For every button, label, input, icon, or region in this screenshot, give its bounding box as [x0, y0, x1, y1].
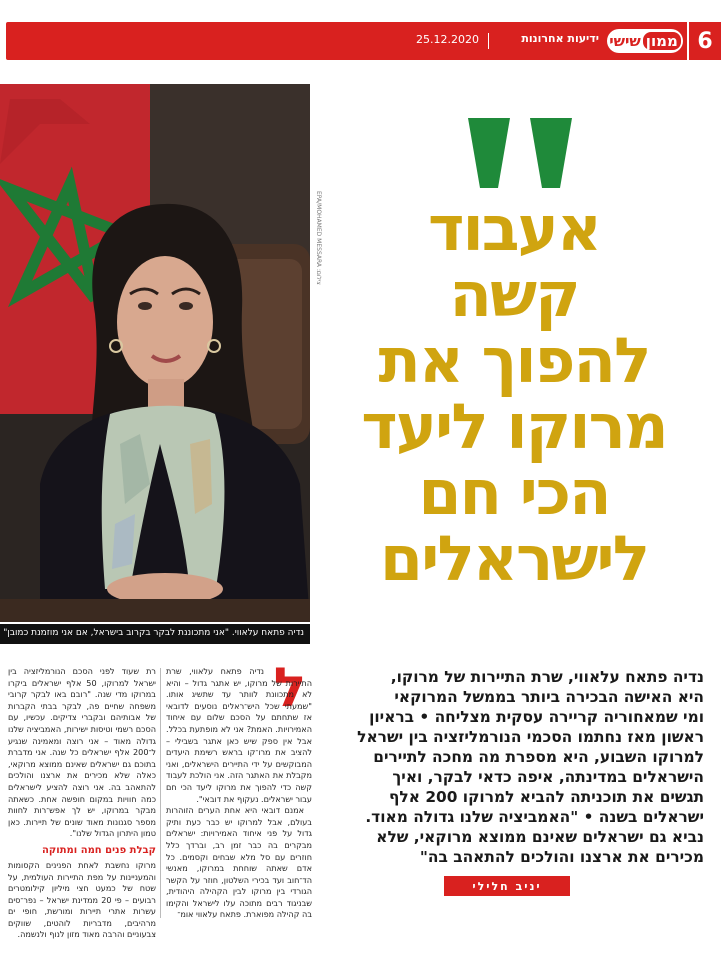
- body-paragraph: רת שעוד לפני הסכם הנורמליזציה בין ישראל למרוקו, 50 אלף ישראלים ביקרו במרוקו מדי שנה. "רובם באו לבקר קרובי משפחה שחיים פה, לבקר בבתי הקברות של אבותיהם ובקברי צדיקים. עכשיו, עם הסכם רשמי וטיסות ישירות, האמביציה שלנו גדולה מאוד – אני רוצה ומאמינה שנגיע ל־200 אלף ישראלים כל שנה. אני מדברת בתוכם גם ישראלים שאינם ממוצא מרוקאי, כאלה שלא מכירים את ארצנו והולכים להתאהב בה. אני רוצה להציע לישראלים כמה חוויות במקום חופשה אחת. כשאתה מבקר במרוקו, יש לך אפש־רות לחוות מספר סגנונות מאוד שונים של תיירות. כאן טמון היתרון הגדול שלנו".: [8, 666, 156, 839]
- lede-line: היא האישה הבכירה ביותר בממשל המרוקאי: [394, 688, 704, 706]
- column-divider: [160, 668, 161, 918]
- section-logo-part-a: ממון: [643, 32, 681, 50]
- photo-credit: צילום: EPA/MOHAMED MESSARA: [315, 191, 322, 285]
- lede-line: ראשון מאז נחתמו הסכמי הנורמליזציה בין ישראל: [357, 728, 704, 746]
- lede: [324, 667, 704, 867]
- page-number: 6: [687, 22, 721, 60]
- body-paragraph: מרוקו נחשבת לאחת הפנינים הקסומות והמעניינות על מפת התיירות העולמית, על שטח של כמעט חצי מיליון קילומטרים רבועים – פי 20 ממדינת ישראל – נפר־סים עשרות אתרי תיירות ומורשת, חופי ים מרהיבים, מדבריות לוהטים, שווקים צבעוניים והרבה מאוד מזון לנוף ולנשמה.: [8, 859, 156, 940]
- headline-line: קשה: [449, 258, 579, 331]
- headline-line: הכי חם: [418, 456, 610, 529]
- photo-caption: נדיה פתאח עלאווי. "אני מתכוננת לבקר בקרוב בישראל, אם אני מוזמנת כמובן": [0, 624, 310, 644]
- lede-line: הישראלים במדינתה, איפה כדאי לבקר, ואיך: [392, 768, 704, 786]
- author-byline: יניב חלילי: [444, 876, 570, 896]
- issue-date: 25.12.2020: [416, 33, 479, 46]
- lede-line: ישראלים בשנה • "האמביציה שלנו גדולה מאוד.: [365, 808, 704, 826]
- body-column-left: [8, 666, 156, 941]
- newspaper-name: ידיעות אחרונות: [521, 32, 599, 45]
- body-paragraph: נדיה פתאח עלאווי, שרת התיירות של מרוקו, יש אתגר גדול – והיא לא מתכוונת לוותר עד שתשיג אותו. "שמעתי שכל היש־ראלים נוסעים לדובאי אז שתחתם על הסכם שלום עם איחוד האמירויות. האמת? אני לא מופתעת בכלל. אבל אין ספק שיש כאן אתגר בשבילי – להציב את מרו־קו בראש רשימת היעדים המבוקשים על ידי התיירים הישראלים, ואני מקבלת את האתגר הזה. אני הולכת לעבוד קשה כדי להפוך את מרוקו ליעד הכי חם עבור ישראלים. נעקוף את דובאי".: [166, 666, 312, 804]
- lede-line: תגשים את תוכניתה להביא למרוקו 200 אלף: [389, 788, 704, 806]
- lede-line: למרוקו השבוע, היא מספרת מה מחכה לתיירים: [373, 748, 704, 766]
- header-divider: [488, 33, 489, 49]
- lede-line: נביא גם ישראלים שאינם ממוצא מרוקאי, שלא: [376, 828, 704, 846]
- body-paragraph: אמנם דובאי היא אחת הערים הזוהרות בעולם, אבל למרוקו יש כבר כעת ותיק גדול על פני איחוד האמירויות: ישראלים מבקרים בה כבר זמן רב, וברדך כלל חוזרים עם סל מלא שבחים וקסמים. כל אדם שאתה שוחחת במרוקו, מאנשי הד־חוב ועד בכירי השלטון, חוזר על הקשר הגורדי בין מרוקו לבין הקהילה היהודית, שבניגוד רבים מתוכה עלו לישראל והקימו בה קהילה מפוארת. פתאח עלאווי אומ־: [166, 805, 312, 920]
- drop-cap: ל: [273, 656, 307, 719]
- headline-line: אעבוד: [428, 192, 600, 265]
- section-logo-part-b: שישי: [609, 32, 641, 50]
- quote-mark-icon: [460, 118, 580, 188]
- headline: [328, 192, 700, 595]
- lede-line: מכירים את ארצנו והולכים להתאהב בה": [419, 848, 704, 866]
- lede-line: נדיה פתאח עלאווי, שרת התיירות של מרוקו,: [390, 668, 704, 686]
- body-column-middle: [166, 666, 312, 921]
- body-subhead: קבלת פנים חמה ומתוקה: [42, 844, 156, 856]
- portrait-photo: [0, 84, 310, 622]
- page-header-bar: [6, 22, 721, 60]
- section-logo: [607, 29, 683, 53]
- portrait-illustration: [0, 84, 310, 622]
- headline-line: להפוך את: [378, 324, 650, 397]
- headline-line: מרוקו ליעד: [361, 390, 667, 463]
- headline-line: לישראלים: [379, 522, 649, 595]
- lede-line: ומי שמאחוריה קריירה עסקית מצליחה • בראיון: [369, 708, 704, 726]
